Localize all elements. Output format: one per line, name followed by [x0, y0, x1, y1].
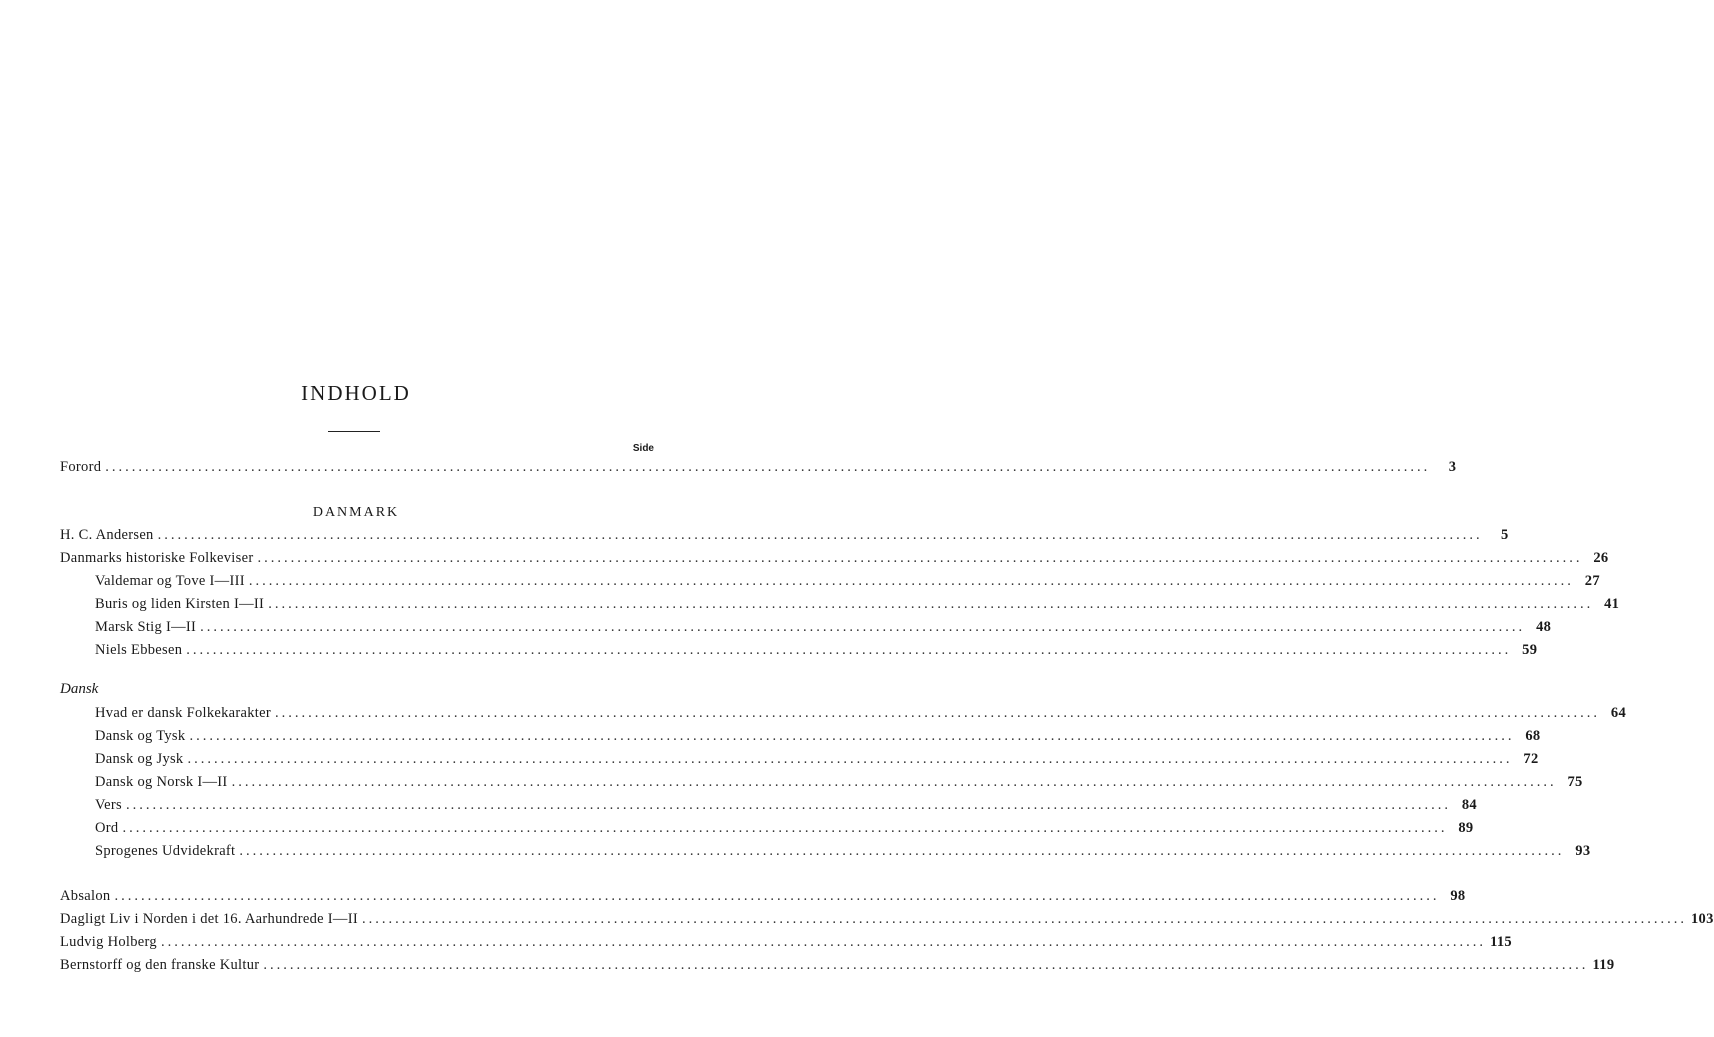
entry-title: Dagligt Liv i Norden i det 16. Aarhundrede I—II [60, 911, 358, 927]
entry-page: 5 [1501, 527, 1509, 543]
entry-title: Dansk og Norsk I—II [95, 774, 228, 790]
entry-page: 48 [1536, 619, 1552, 635]
entry-page: 26 [1593, 550, 1609, 566]
entry-title: Valdemar og Tove I—III [95, 573, 245, 589]
dot-leader: ........................................................................................................................................................................................................ [248, 573, 1574, 589]
toc-row [95, 613, 1552, 636]
entry-page: 68 [1525, 728, 1541, 744]
entry-title: Buris og liden Kirsten I—II [95, 596, 265, 612]
toc-row [60, 928, 1512, 951]
toc-row [60, 544, 1609, 567]
title-rule [328, 431, 380, 432]
entry-title: Marsk Stig I—II [95, 619, 197, 635]
dot-leader: ........................................................................................................................................................................................................ [122, 820, 1448, 836]
entry-page: 75 [1567, 774, 1583, 790]
toc-row [95, 722, 1541, 745]
entry-page: 115 [1490, 934, 1512, 950]
dot-leader: ........................................................................................................................................................................................................ [239, 843, 1565, 859]
toc-row [95, 791, 1477, 814]
dot-leader: ........................................................................................................................................................................................................ [257, 550, 1583, 566]
entry-title: Dansk og Jysk [95, 751, 184, 767]
entry-page: 103 [1690, 911, 1714, 927]
page-title: INDHOLD [301, 381, 411, 405]
toc-row [60, 521, 1509, 544]
dot-leader: ........................................................................................................................................................................................................ [200, 619, 1526, 635]
toc-row [95, 837, 1591, 860]
dot-leader: ........................................................................................................................................................................................................ [186, 642, 1512, 658]
entry-title: Absalon [60, 888, 111, 904]
entry-page: 84 [1461, 797, 1477, 813]
dot-leader: ........................................................................................................................................................................................................ [263, 957, 1589, 973]
toc-row [60, 882, 1466, 905]
entry-page: 41 [1604, 596, 1620, 612]
entry-title: Ludvig Holberg [60, 934, 157, 950]
toc-row [95, 590, 1620, 613]
entry-title: Sprogenes Udvidekraft [95, 843, 236, 859]
entry-page: 93 [1575, 843, 1591, 859]
entry-page: 119 [1592, 957, 1615, 973]
dot-leader: ........................................................................................................................................................................................................ [114, 888, 1440, 904]
entry-page: 3 [1448, 459, 1457, 475]
toc-row [95, 636, 1538, 659]
toc-row-forord [60, 453, 1457, 476]
entry-page: 27 [1584, 573, 1600, 589]
side-label: Side [632, 443, 654, 454]
toc-row [60, 905, 1714, 928]
dot-leader: ........................................................................................................................................................................................................ [160, 934, 1486, 950]
toc-row [95, 699, 1626, 722]
dot-leader: ........................................................................................................................................................................................................ [268, 596, 1594, 612]
dot-leader: ........................................................................................................................................................................................................ [105, 459, 1431, 475]
entry-title: Ord [95, 820, 119, 836]
entry-title: H. C. Andersen [60, 527, 154, 543]
dot-leader: ........................................................................................................................................................................................................ [157, 527, 1483, 543]
dot-leader: ........................................................................................................................................................................................................ [189, 728, 1515, 744]
group-heading: Dansk [60, 681, 99, 697]
dot-leader: ........................................................................................................................................................................................................ [361, 911, 1687, 927]
toc-row [95, 814, 1474, 837]
section-heading: DANMARK [312, 505, 400, 520]
entry-title: Bernstorff og den franske Kultur [60, 957, 260, 973]
entry-title: Forord [60, 459, 102, 475]
dot-leader: ........................................................................................................................................................................................................ [187, 751, 1513, 767]
toc-row [60, 951, 1615, 974]
entry-page: 59 [1522, 642, 1538, 658]
entry-title: Niels Ebbesen [95, 642, 183, 658]
entry-title: Dansk og Tysk [95, 728, 186, 744]
entry-title: Vers [95, 797, 122, 813]
toc-row [95, 768, 1583, 791]
dot-leader: ........................................................................................................................................................................................................ [231, 774, 1557, 790]
entry-title: Hvad er dansk Folkekarakter [95, 705, 271, 721]
dot-leader: ........................................................................................................................................................................................................ [275, 705, 1600, 721]
dot-leader: ........................................................................................................................................................................................................ [125, 797, 1451, 813]
entry-page: 64 [1610, 705, 1626, 721]
entry-page: 98 [1450, 888, 1466, 904]
entry-title: Danmarks historiske Folkeviser [60, 550, 254, 566]
entry-page: 89 [1458, 820, 1474, 836]
entry-page: 72 [1523, 751, 1539, 767]
toc-row [95, 745, 1539, 768]
toc-row [95, 567, 1600, 590]
